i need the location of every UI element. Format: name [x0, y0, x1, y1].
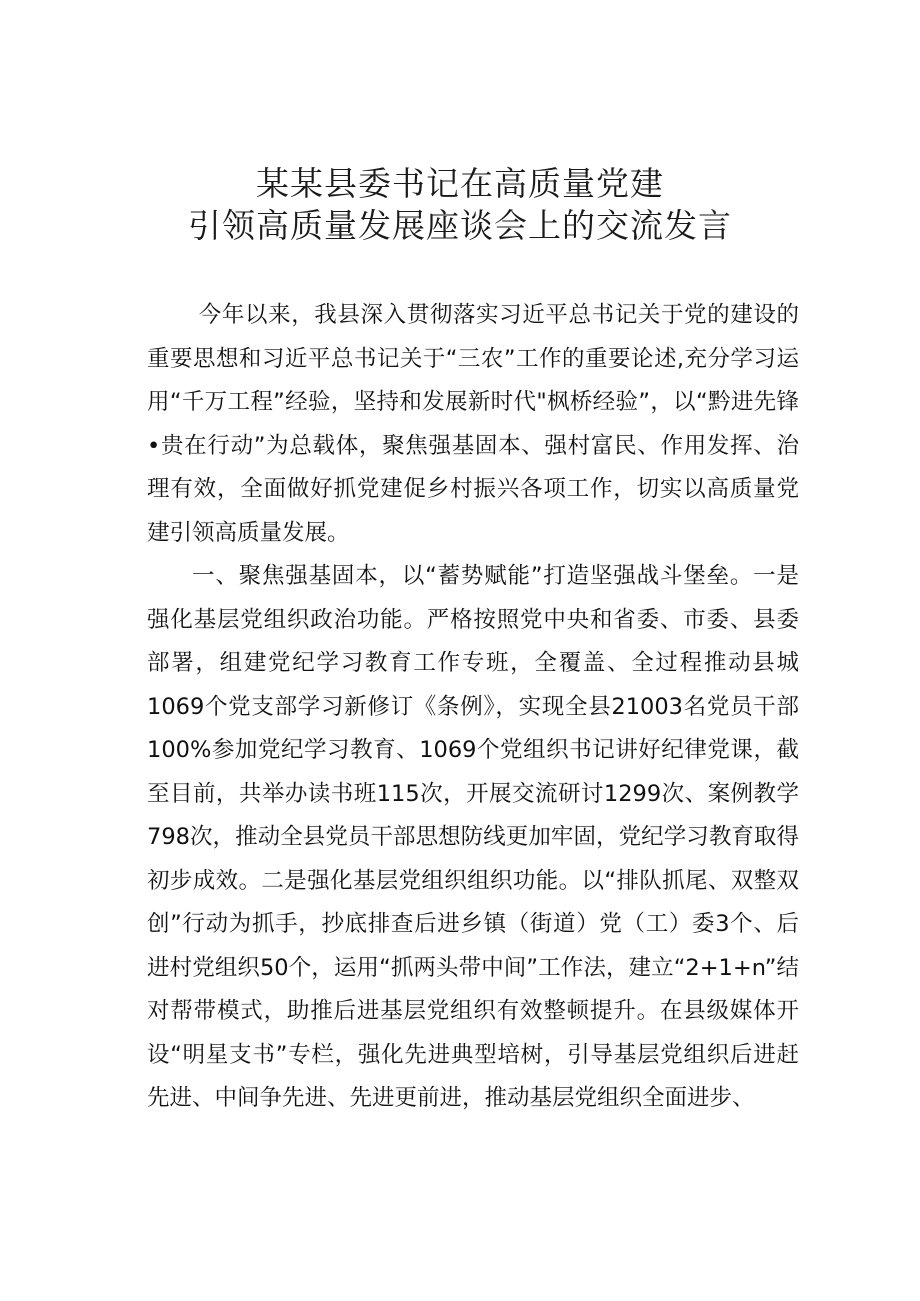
- paragraph-intro: 今年以来，我县深入贯彻落实习近平总书记关于党的建设的重要思想和习近平总书记关于“三农”工作的重要论述,充分学习运用“千万工程”经验，坚持和发展新时代"枫桥经验”，以“黔进先锋•贵在行动”为总载体，聚焦强基固本、强村富民、作用发挥、治理有效，全面做好抓党建促乡村振兴各项工作，切实以高质量党建引领高质量发展。: [147, 302, 799, 546]
- document-title-line-1: 某某县委书记在高质量党建: [256, 164, 664, 203]
- paragraph-section-one: 一、聚焦强基固本，以“蓄势赋能”打造坚强战斗堡垒。一是强化基层党组织政治功能。严格按照党中央和省委、市委、县委部署，组建党纪学习教育工作专班，全覆盖、全过程推动县城1069个党支部学习新修订《条例》，实现全县21003名党员干部100%参加党纪学习教育、1069个党组织书记讲好纪律党课，截至目前，共举办读书班115次，开展交流研讨1299次、案例教学798次，推动全县党员干部思想防线更加牢固，党纪学习教育取得初步成效。二是强化基层党组织组织功能。以“排队抓尾、双整双创”行动为抓手，抄底排查后进乡镇（街道）党（工）委3个、后进村党组织50个，运用“抓两头带中间”工作法，建立“2+1+n”结对帮带模式，助推后进基层党组织有效整顿提升。在县级媒体开设“明星支书”专栏，强化先进典型培树，引导基层党组织后进赶先进、中间争先进、先进更前进，推动基层党组织全面进步、: [147, 563, 799, 1111]
- document-title-line-2: 引领高质量发展座谈会上的交流发言: [188, 206, 732, 245]
- document-body: [147, 294, 799, 1121]
